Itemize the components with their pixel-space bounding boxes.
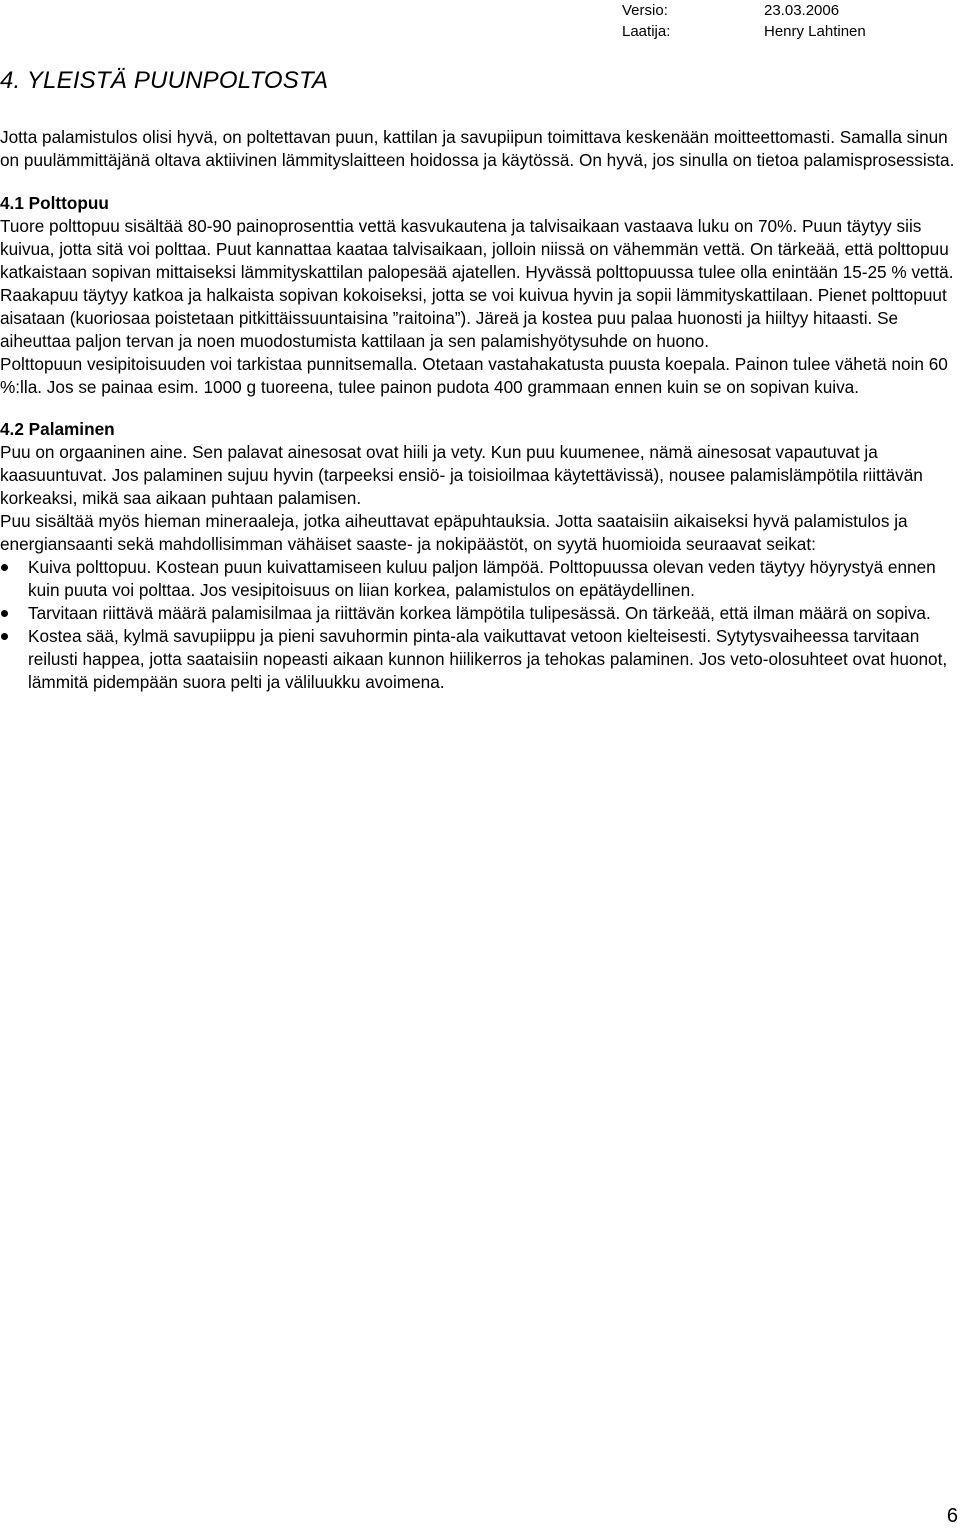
- section-paragraph: Polttopuun vesipitoisuuden voi tarkistaa punnitsemalla. Otetaan vastahakatusta puusta koepala. Painon tulee vähetä noin 60 %:lla. Jos se painaa esim. 1000 g tuoreena, tulee painon pudota 400 grammaan ennen kuin se on sopivan kuiva.: [0, 354, 948, 397]
- bullet-icon: [1, 633, 8, 640]
- section-paragraph: Tuore polttopuu sisältää 80-90 painoprosenttia vettä kasvukautena ja talvisaikaan vastaava luku on 70%. Puun täytyy siis kuivua, jotta sitä voi polttaa. Puut kannattaa kaataa talvisaikaan, jolloin niissä on vähemmän vettä. On tärkeää, että polttopuu katkaistaan sopivan mittaiseksi lämmityskattilan palopesää ajatellen. Hyvässä polttopuussa tulee olla enintään 15-25 % vettä. Raakapuu täytyy katkoa ja halkaista sopivan kokoiseksi, jotta se voi kuivua hyvin ja sopii lämmityskattilaan. Pienet polttopuut aisataan (kuoriosaa poistetaan pitkittäissuuntaisina ”raitoina”). Järeä ja kostea puu palaa huonosti ja hiiltyy hitaasti. Se aiheuttaa paljon tervan ja noen muodostumista kattilaan ja sen palamishyötysuhde on huono.: [0, 216, 954, 351]
- version-value: 23.03.2006: [764, 2, 840, 19]
- author-value: Henry Lahtinen: [764, 23, 866, 40]
- chapter-title: 4. YLEISTÄ PUUNPOLTOSTA: [0, 67, 329, 94]
- page-number: 6: [946, 1505, 958, 1527]
- author-label: Laatija:: [622, 23, 671, 40]
- section-paragraph: Puu sisältää myös hieman mineraaleja, jotka aiheuttavat epäpuhtauksia. Jotta saataisiin aikaiseksi hyvä palamistulos ja energiansaanti sekä mahdollisimman vähäiset saaste- ja nokipäästöt, on syytä huomioida seuraavat seikat:: [0, 511, 908, 554]
- bullet-icon: [1, 610, 8, 617]
- section-heading: 4.1 Polttopuu: [0, 193, 109, 213]
- bullet-list: [0, 556, 955, 694]
- version-label: Versio:: [622, 2, 668, 19]
- spacer: [0, 399, 955, 418]
- list-item: [0, 625, 955, 694]
- section-polttopuu: [0, 192, 955, 399]
- list-item: [0, 556, 955, 602]
- document-meta: [622, 0, 866, 42]
- section-heading: 4.2 Palaminen: [0, 419, 115, 439]
- list-item: [0, 602, 955, 625]
- version-row: [622, 0, 866, 21]
- bullet-icon: [1, 564, 8, 571]
- list-item-text: Kostea sää, kylmä savupiippu ja pieni savuhormin pinta-ala vaikuttavat vetoon kielteisesti. Sytytysvaiheessa tarvitaan reilusti happea, jotta saataisiin nopeasti aikaan kunnon hiilikerros ja tehokas palaminen. Jos veto-olosuhteet ovat huonot, lämmitä pidempään suora pelti ja väliluukku avoimena.: [28, 626, 948, 692]
- document-body: [0, 126, 955, 694]
- spacer: [0, 172, 955, 192]
- section-palaminen: [0, 418, 955, 694]
- author-row: [622, 21, 866, 42]
- chapter-intro: Jotta palamistulos olisi hyvä, on poltettavan puun, kattilan ja savupiipun toimittava keskenään moitteettomasti. Samalla sinun on puulämmittäjänä oltava aktiivinen lämmityslaitteen hoidossa ja käytössä. On hyvä, jos sinulla on tietoa palamisprosessista.: [0, 127, 955, 170]
- section-paragraph: Puu on orgaaninen aine. Sen palavat ainesosat ovat hiili ja vety. Kun puu kuumenee, nämä ainesosat vapautuvat ja kaasuuntuvat. Jos palaminen sujuu hyvin (tarpeeksi ensiö- ja toisioilmaa käytettävissä), nousee palamislämpötila riittävän korkeaksi, mikä saa aikaan puhtaan palamisen.: [0, 442, 923, 508]
- list-item-text: Tarvitaan riittävä määrä palamisilmaa ja riittävän korkea lämpötila tulipesässä. On tärkeää, että ilman määrä on sopiva.: [28, 603, 931, 623]
- list-item-text: Kuiva polttopuu. Kostean puun kuivattamiseen kuluu paljon lämpöä. Polttopuussa olevan veden täytyy höyrystyä ennen kuin puuta voi polttaa. Jos vesipitoisuus on liian korkea, palamistulos on epätäydellinen.: [28, 557, 936, 600]
